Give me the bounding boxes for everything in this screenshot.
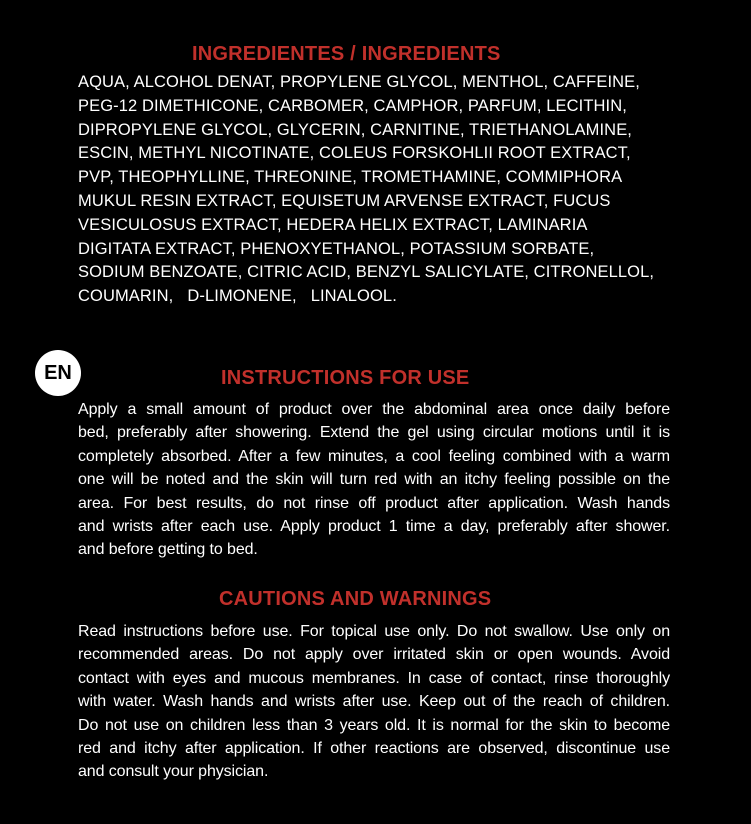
ingredients-line: PVP, THEOPHYLLINE, THREONINE, TROMETHAMINE, COMMIPHORA (78, 168, 623, 187)
ingredients-line: AQUA, ALCOHOL DENAT, PROPYLENE GLYCOL, MENTHOL, CAFFEINE, (78, 73, 640, 91)
cautions-line: red and itchy after application. If other reactions are observed, discontinue use (78, 740, 670, 758)
ingredients-line: DIGITATA EXTRACT, PHENOXYETHANOL, POTASSIUM SORBATE, (78, 239, 595, 258)
cautions-paragraph (78, 620, 678, 784)
instructions-line: one will be noted and the skin will turn red with an itchy feeling possible on the (78, 471, 670, 489)
ingredients-line: VESICULOSUS EXTRACT, HEDERA HELIX EXTRACT, LAMINARIA (78, 215, 588, 234)
instructions-paragraph (78, 398, 678, 562)
instructions-line: completely absorbed. After a few minutes, a cool feeling combined with a warm (78, 447, 670, 465)
cautions-line: Read instructions before use. For topical use only. Do not swallow. Use only on (78, 623, 670, 640)
cautions-line: and consult your physician. (78, 763, 269, 781)
language-badge-label: EN (44, 361, 72, 384)
instructions-line: and before getting to bed. (78, 541, 258, 559)
ingredients-heading: INGREDIENTES / INGREDIENTS (192, 43, 501, 65)
cautions-line: recommended areas. Do not apply over irritated skin or open wounds. Avoid (78, 646, 670, 664)
ingredients-line: COUMARIN, D-LIMONENE, LINALOOL. (78, 287, 397, 306)
ingredients-list (78, 71, 678, 309)
cautions-heading: CAUTIONS AND WARNINGS (219, 588, 492, 610)
ingredients-line: MUKUL RESIN EXTRACT, EQUISETUM ARVENSE EXTRACT, FUCUS (78, 191, 611, 210)
cautions-line: Do not use on children less than 3 years old. It is normal for the skin to become (78, 716, 670, 734)
ingredients-line: DIPROPYLENE GLYCOL, GLYCERIN, CARNITINE, TRIETHANOLAMINE, (78, 120, 632, 139)
instructions-line: and wrists after each use. Apply product 1 time a day, preferably after shower. (78, 518, 670, 536)
language-badge (35, 350, 81, 396)
instructions-heading: INSTRUCTIONS FOR USE (221, 367, 470, 389)
instructions-line: Apply a small amount of product over the abdominal area once daily before (78, 401, 670, 418)
cautions-line: with water. Wash hands and wrists after use. Keep out of the reach of children. (78, 693, 670, 711)
ingredients-line: PEG-12 DIMETHICONE, CARBOMER, CAMPHOR, PARFUM, LECITHIN, (78, 96, 627, 115)
ingredients-line: SODIUM BENZOATE, CITRIC ACID, BENZYL SALICYLATE, CITRONELLOL, (78, 263, 655, 282)
instructions-line: area. For best results, do not rinse off product after application. Wash hands (78, 494, 670, 512)
ingredients-line: ESCIN, METHYL NICOTINATE, COLEUS FORSKOHLII ROOT EXTRACT, (78, 144, 631, 163)
instructions-line: bed, preferably after showering. Extend the gel using circular motions until it is (78, 424, 670, 442)
cautions-line: contact with eyes and mucous membranes. In case of contact, rinse thoroughly (78, 669, 670, 687)
